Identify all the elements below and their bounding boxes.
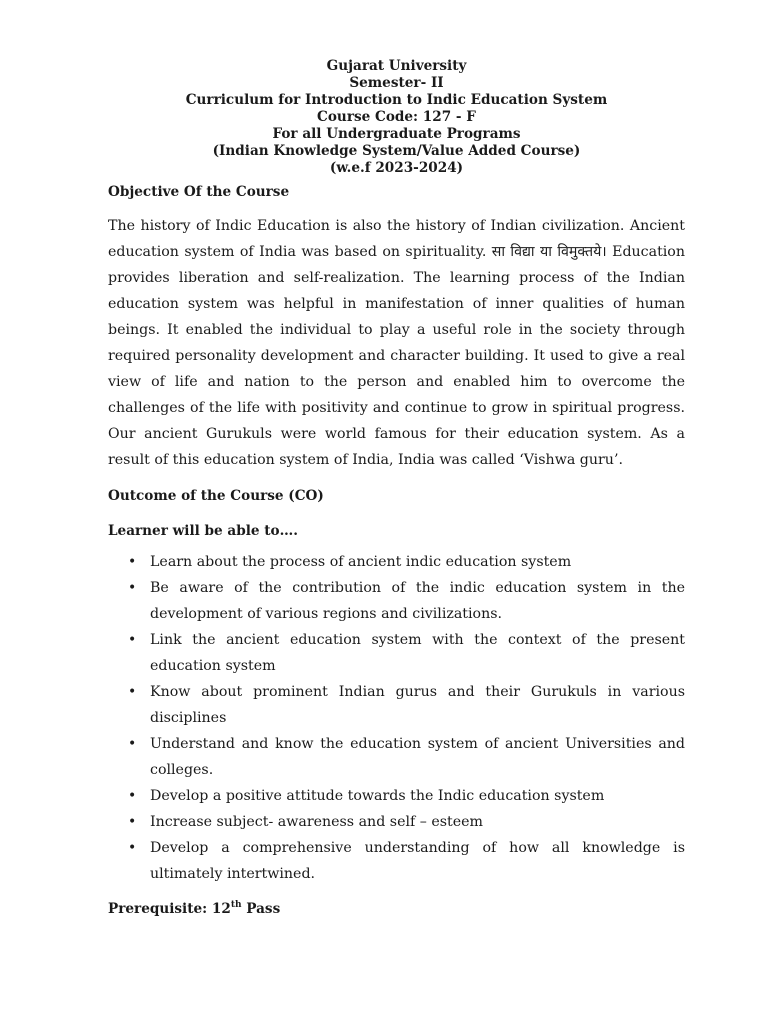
outcome-list [108, 549, 685, 887]
outcome-item-text: Understand and know the education system of ancient Universities and colleges. [150, 736, 685, 778]
outcome-item [108, 679, 685, 731]
programs-label: For all Undergraduate Programs [272, 126, 521, 142]
outcome-item [108, 783, 685, 809]
semester-label: Semester- II [349, 75, 444, 91]
prerequisite-suffix: Pass [241, 901, 281, 917]
outcome-item-text: Learn about the process of ancient indic education system [150, 554, 572, 570]
outcome-item [108, 575, 685, 627]
objective-heading: Objective Of the Course [108, 184, 290, 200]
outcome-item-text: Link the ancient education system with the context of the present education system [150, 632, 685, 674]
outcome-item [108, 835, 685, 887]
outcome-item-text: Increase subject- awareness and self – esteem [150, 814, 483, 830]
objective-paragraph: The history of Indic Education is also the history of Indian civilization. Ancient education system of India was based on spirituality. सा विद्या या विमुक्तये। Education provides liberation and self-realization. The learning process of the Indian education system was helpful in manifestation of inner qualities of human beings. It enabled the individual to play a useful role in the society through required personality development and character building. It used to give a real view of life and nation to the person and enabled him to overcome the challenges of the life with positivity and continue to grow in spiritual progress. Our ancient Gurukuls were world famous for their education system. As a result of this education system of India, India was called ‘Vishwa guru’. [108, 218, 685, 468]
bullet-icon: • [128, 788, 137, 804]
bullet-icon: • [128, 840, 137, 856]
outcome-item-text: Know about prominent Indian gurus and their Gurukuls in various disciplines [150, 684, 685, 726]
bullet-icon: • [128, 632, 137, 648]
bullet-icon: • [128, 684, 137, 700]
outcome-item [108, 809, 685, 835]
bullet-icon: • [128, 814, 137, 830]
outcome-item-text: Develop a comprehensive understanding of how all knowledge is ultimately intertwined. [150, 840, 685, 882]
course-type: (Indian Knowledge System/Value Added Course) [212, 143, 581, 159]
outcome-item [108, 627, 685, 679]
bullet-icon: • [128, 736, 137, 752]
bullet-icon: • [128, 554, 137, 570]
prerequisite-label: Prerequisite: 12 [108, 901, 231, 917]
prerequisite [108, 900, 685, 918]
course-code: Course Code: 127 - F [317, 109, 476, 125]
outcome-item-text: Develop a positive attitude towards the Indic education system [150, 788, 605, 804]
university-name: Gujarat University [326, 58, 467, 74]
outcome-item-text: Be aware of the contribution of the indic education system in the development of various regions and civilizations. [150, 580, 685, 622]
prerequisite-superscript: th [230, 900, 242, 910]
outcome-item [108, 731, 685, 783]
curriculum-title: Curriculum for Introduction to Indic Education System [185, 92, 608, 108]
bullet-icon: • [128, 580, 137, 596]
effective-year: (w.e.f 2023-2024) [329, 160, 464, 176]
outcome-heading: Outcome of the Course (CO) [108, 488, 324, 504]
learner-subheading: Learner will be able to…. [108, 523, 298, 539]
document-header [108, 58, 685, 177]
document-page [108, 58, 685, 918]
outcome-item [108, 549, 685, 575]
